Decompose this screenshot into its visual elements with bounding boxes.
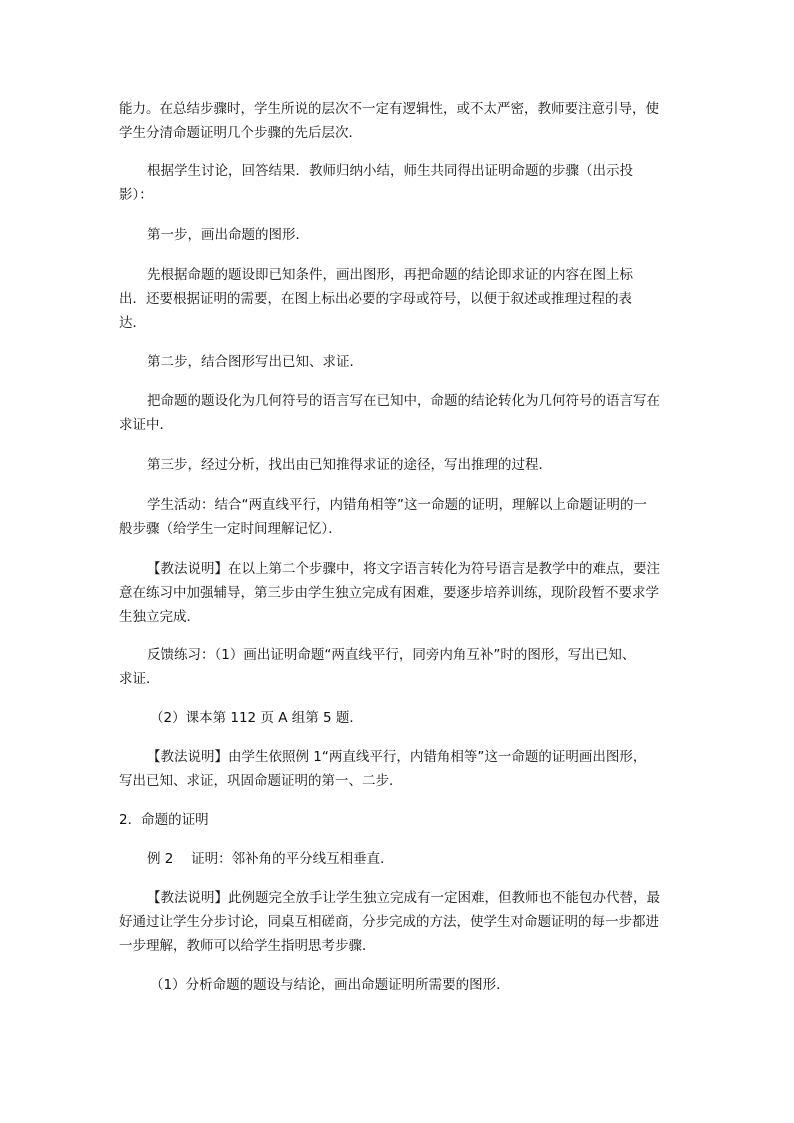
text-line: 把命题的题设化为几何符号的语言写在已知中，命题的结论转化为几何符号的语言写在 [147, 393, 660, 409]
text-line: 第一步，画出命题的图形． [147, 227, 309, 243]
text-line: 好通过让学生分步讨论，同桌互相磋商，分步完成的方法，使学生对命题证明的每一步都进 [119, 914, 659, 930]
text-line: 学生活动：结合“两直线平行，内错角相等”这一命题的证明，理解以上命题证明的一 [147, 497, 647, 513]
text-line: （1）分析命题的题设与结论，画出命题证明所需要的图形． [150, 977, 510, 993]
text-line: 影）： [119, 187, 153, 203]
text-line: 【教法说明】由学生依照例 1“两直线平行，内错角相等”这一命题的证明画出图形， [147, 749, 647, 765]
text-line: 反馈练习：（1）画出证明命题“两直线平行，同旁内角互补”时的图形，写出已知、 [147, 647, 636, 663]
text-line: 求证中． [119, 417, 173, 433]
text-line: 般步骤（给学生一定时间理解记忆）． [119, 521, 342, 537]
text-line: 达． [119, 315, 146, 331]
text-line: 求证． [119, 671, 160, 687]
text-line: 一步理解，教师可以给学生指明思考步骤． [119, 938, 376, 954]
text-line: （2）课本第 112 页 A 组第 5 题． [150, 710, 363, 726]
text-line: 出．还要根据证明的需要，在图上标出必要的字母或符号，以便于叙述或推理过程的表 [119, 291, 632, 307]
text-line: 第三步，经过分析，找出由已知推得求证的途径，写出推理的过程． [147, 457, 552, 473]
text-line: 【教法说明】在以上第二个步骤中，将文字语言转化为符号语言是教学中的难点，要注 [147, 561, 660, 577]
text-line: 能力。在总结步骤时，学生所说的层次不一定有逻辑性，或不太严密，教师要注意引导，使 [119, 101, 659, 117]
text-line: 意在练习中加强辅导，第三步由学生独立完成有困难，要逐步培养训练，现阶段暂不要求学 [119, 585, 659, 601]
text-line: 写出已知、求证，巩固命题证明的第一、二步． [119, 773, 403, 789]
text-line: 生独立完成． [119, 609, 200, 625]
text-line: 根据学生讨论，回答结果．教师归纳小结，师生共同得出证明命题的步骤（出示投 [147, 163, 633, 179]
text-line: 学生分清命题证明几个步骤的先后层次． [119, 125, 362, 141]
text-line: 先根据命题的题设即已知条件，画出图形，再把命题的结论即求证的内容在图上标 [147, 267, 633, 283]
text-line: 第二步，结合图形写出已知、求证． [147, 354, 363, 370]
example-heading: 例 2 证明：邻补角的平分线互相垂直． [147, 851, 394, 867]
text-line: 【教法说明】此例题完全放手让学生独立完成有一定困难，但教师也不能包办代替，最 [147, 890, 660, 906]
section-heading: 2．命题的证明 [119, 812, 209, 828]
